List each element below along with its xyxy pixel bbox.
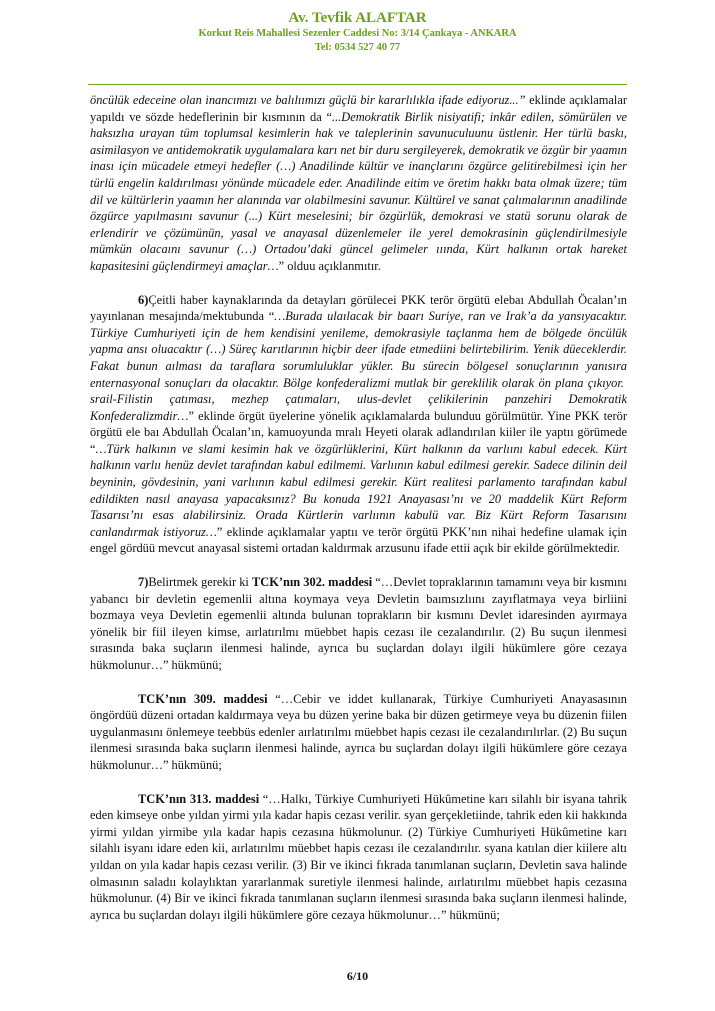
paragraph-article-309: TCK’nın 309. maddesi “…Cebir ve iddet kullanarak, Türkiye Cumhuriyeti Anayasasının öngördüü düzeni ortadan kaldırmaya veya bu düzen yerine baka bir düzen getirmeye veya bu düzenin fiilen uygulanmasını önlemeye teebbüs edenler aırlatırılmı müebbet hapis cezası ile cezalandırılırlar. (2) Bu suçun ilenmesi sırasında baka suçların ilenmesi halinde, ayrıca bu suçlardan dolayı ilgili hükümlere göre cezaya hükmolunur…” hükmünü; [90, 691, 628, 772]
page-number: 6/10 [346, 969, 369, 983]
letterhead [0, 0, 715, 55]
paragraph-6: 6)Çeitli haber kaynaklarında da detayları görülecei PKK terör örgütü elebaı Abdullah Öcalan’ın yayınlanan mesajında/mektubunda “…Burada ulaılacak bir baarı Suriye, ran ve Irak’a da yansıyacaktır. Türkiye Cumhuriyeti için de hem kendisini yenileme, demokrasiyle taçlanma hem de bölgede öncülük yapma ansı oluacaktır (…) Süreç karıtlarının hiçbir deer ifade etmediini belirtebilirim. Yenik düeceklerdir. Fakat bunun aılması da taraflara sorumluluklar yükler. Bu sürecin bölgesel sonuçlarının yanısıra enternasyonal sonuçları da olacaktır. Bölge konfederalizmi mutlak bir gereklilik olarak ön plana çıkıyor. srail-Filistin çatıması, mezhep çatımaları, ulus-devlet çelikilerinin panzehiri Demokratik Konfederalizmdir…” eklinde örgüt üyelerine yönelik açıklamalarda bulunduu görülmütür. Yine PKK terör örgütü ele baı Abdullah Öcalan’ın, kamuoyunda mralı Heyeti olarak adlandırılan kiiler ile yaptıı görümede “…Türk halkının ve slami kesimin hak ve özgürlüklerini, Kürt halkının da varlıını kabul edecek. Kürt halkının varlıı henüz devlet tarafından kabul edilmemi. Varlıının kabul edilmesi gerekir. Sadece dilinin deil beyninin, gövdesinin, yani varlıının kabul edilmesi gerekir. Kürt realitesi parlamento tarafından kabul edildikten nasıl anayasa yapacaksınız? Bu konuda 1921 Anayasası’nı ve 20 maddelik Kürt Reform Tasarısı’nı esas alabilirsiniz. Orada Kürtlerin varlıının kabulü var. Biz Kürt Reform Tasarısını canlandırmak istiyoruz…” eklinde açıklamalar yaptıı ve terör örgütü PKK’nın nihai hedefine ulamak için engel gördüü mevcut anayasal sistemi ortadan kaldırmak arzusunu ifade ettii açık bir ekilde görülmektedir. [90, 292, 628, 556]
paragraph-7: 7)Belirtmek gerekir ki TCK’nın 302. maddesi “…Devlet topraklarının tamamını veya bir kısmını yabancı bir devletin egemenlii altına koymaya veya Devletin baımsızlıını zayıflatmaya veya birliini bozmaya veya Devletin egemenlii altında bulunan toprakların bir kısmını Devlet idaresinden ayırmaya yönelik bir fiil ileyen kimse, aırlatırılmı müebbet hapis cezası ile cezalandırılır. (2) Bu suçun ilenmesi sırasında baka suçların ilenmesi halinde, ayrıca bu suçlardan dolayı ilgili hükümlere göre cezaya hükmolunur…” hükmünü; [90, 575, 627, 672]
paragraph-article-313: TCK’nın 313. maddesi “…Halkı, Türkiye Cumhuriyeti Hükûmetine karı silahlı bir isyana tahrik eden kimseye onbe yıldan yirmi yıla kadar hapis cezası verilir. syan gerçekletiinde, tahrik eden kii hakkında yirmi yıldan yirmibe yıla kadar hapis cezasına hükmolunur. (2) Türkiye Cumhuriyeti Hükûmetine karı silahlı isyanı idare eden kii, aırlatırılmı müebbet hapis cezası ile cezalandırılır. syana katılan dier kiilere altı yıldan on yıla kadar hapis cezası verilir. (3) Bir ve ikinci fıkrada tanımlanan suçların, Devletin sava halinde olmasının saladıı kolaylıktan yararlanmak suretiyle ilenmesi halinde, aırlatırılmı müebbet hapis cezasına hükmolunur. (4) Bir ve ikinci fıkrada tanımlanan suçların ilenmesi sırasında baka suçların ilenmesi halinde, ayrıca bu suçlardan dolayı ilgili hükümlere göre cezaya hükmolunur…” hükmünü; [90, 791, 627, 922]
item-number-7: 7) [138, 575, 149, 590]
article-309-ref: TCK’nın 309. maddesi [138, 691, 268, 706]
item-number-6: 6) [138, 292, 149, 307]
paragraph-continuation: öncülük edeceine olan inancımızı ve balılıımızı güçlü bir kararlılıkla ifade ediyoruz...” eklinde açıklamalar yapıldı ve sözde hedeflerinin bir kısmının da “...Demokratik Birlik nisiyatifi; inkâr edilen, sömürülen ve haksızlıa urayan tüm toplumsal kesimlerin hak ve taleplerinin savunuculuunu üstlenir. Her türlü baskı, asimilasyon ve antidemokratik uygulamalara karı net bir duru sergileyerek, demokratik ve özgür bir yaamın inası için mücadele etmeyi hedefler (…) Anadilinde kültür ve inançlarını özgürce gelitirebilmesi için her türlü engelin kaldırılması yönünde mücadele eder. Anadilinde eitim ve öretim hakkı bata olmak üzere; tüm dil ve kültürlerin yaamın her alanında var olabilmesini savunur. Kültürel ve sanat çalımalarının anadilinde özgürce yapılmasını savunur (...) Kürt meselesini; bir özgürlük, demokrasi ve statü sorunu olarak deerlendirir ve çözümünün, yasal ve anayasal düzenlemeler ile yerel demokrasinin güçlendirilmesiyle mümkün olacaını savunur (…) Ortadou’daki güncel gelimeler ııında, Kürt halkının ortak hareket kapasitesini güçlendirmeyi amaçlar…” olduu açıklanmıtır. [90, 93, 628, 273]
article-313-ref: TCK’nın 313. maddesi [138, 791, 260, 806]
article-302-ref: TCK’nın 302. maddesi [251, 575, 373, 590]
office-phone: Tel: 0534 527 40 77 [314, 42, 401, 53]
office-address: Korkut Reis Mahallesi Sezenler Caddesi No: 3/14 Çankaya - ANKARA [198, 28, 517, 39]
lawyer-name: Av. Tevfik ALAFTAR [288, 10, 427, 26]
header-divider [88, 84, 627, 85]
document-body [90, 92, 627, 923]
